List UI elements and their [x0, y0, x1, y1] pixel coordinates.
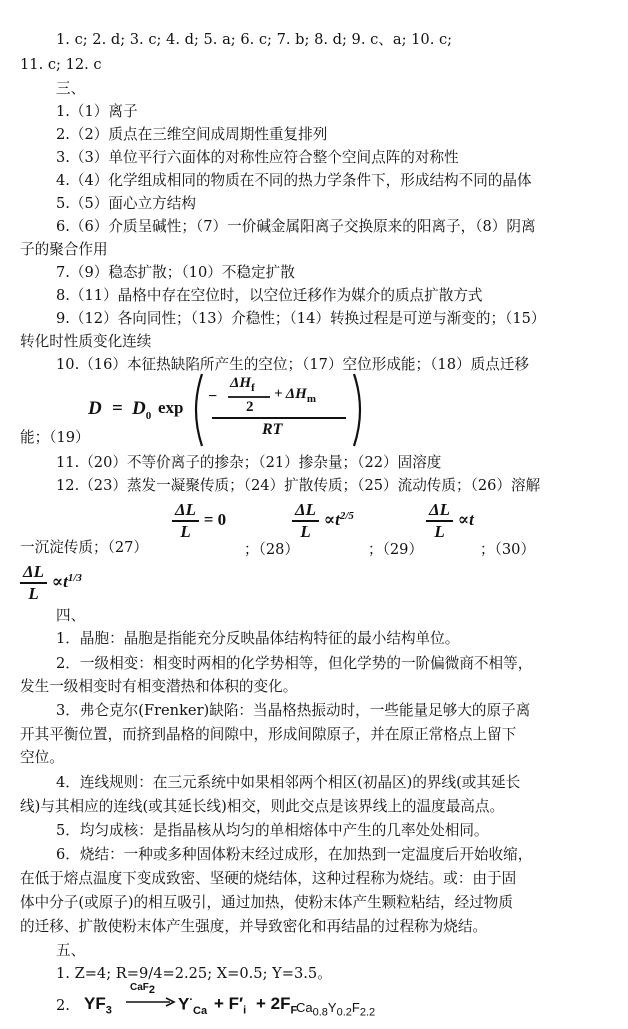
definition-3-line-3: 空位。 [20, 749, 64, 766]
definition-4-line-1: 4．连线规则：在三元系统中如果相邻两个相区(初晶区)的界线(或其延长 [56, 774, 521, 791]
label-29: ；（29） [368, 541, 424, 558]
answer-3-9-line-1: 9.（12）各向同性；（13）介稳性；（14）转换过程是可逆与渐变的；（15） [56, 310, 546, 327]
answer-5-2-label: 2. [56, 997, 70, 1014]
answer-5-1: 1. Z=4; R=9/4=2.25; X=0.5; Y=3.5。 [56, 965, 332, 982]
definition-2-line-2: 发生一级相变时有相变潜热和体积的变化。 [20, 678, 298, 695]
diffusion-formula [88, 372, 368, 448]
formula-29: $\frac{\Delta L}{L}$ ∝t [426, 500, 474, 542]
definition-6-line-4: 的迁移、扩散使粉末体产生强度，并导致密化和再结晶的过程称为烧结。 [20, 918, 488, 935]
formula-29-num: ΔL [429, 500, 451, 519]
section-4-heading: 四、 [56, 607, 86, 624]
formula-30-den: L [28, 584, 39, 603]
section-3-heading: 三、 [56, 80, 86, 97]
formula-27-num: ΔL [175, 500, 197, 519]
formula-minus: − [208, 388, 218, 405]
definition-4-line-2: 线)与其相应的连线(或其延长线)相交，则此交点是该界线上的温度最高点。 [20, 798, 505, 815]
formula-27 [172, 500, 226, 542]
mc-answers-line-1: 1. c; 2. d; 3. c; 4. d; 5. a; 6. c; 7. b; 8. d; 9. c、a; 10. c; [56, 31, 453, 48]
definition-1: 1．晶胞：晶胞是指能充分反映晶体结构特征的最小结构单位。 [56, 630, 460, 647]
formula-D0: $D_0$ [132, 398, 152, 422]
formula-equals: = [112, 398, 123, 419]
answer-3-2: 2.（2）质点在三维空间成周期性重复排列 [56, 126, 328, 143]
answer-3-4: 4.（4）化学组成相同的物质在不同的热力学条件下，形成结构不同的晶体 [56, 172, 532, 189]
answer-3-9-line-2: 转化时性质变化连续 [20, 333, 152, 350]
definition-2-line-1: 2．一级相变：相变时两相的化学势相等，但化学势的一阶偏微商不相等， [56, 655, 533, 672]
definition-3-line-2: 开其平衡位置，而挤到晶格的间隙中，形成间隙原子，并在原正常格点上留下 [20, 726, 517, 743]
formula-exp: exp [158, 398, 184, 417]
definition-6-line-3: 体中分子(或原子)的相互吸引，通过加热，使粉末体产生颗粒粘结，经过物质 [20, 894, 513, 911]
formula-30: $\frac{\Delta L}{L}$ $\propto t^{1/3}$ [20, 562, 82, 604]
label-30: ；（30） [480, 541, 536, 558]
answer-3-6-line-2: 子的聚合作用 [20, 241, 108, 258]
formula-two: 2 [246, 399, 254, 415]
formula-28-exponent: 2/5 [339, 510, 354, 523]
product-2FF: + $2F_F$ [256, 994, 298, 1017]
answer-3-12-line-2: 一沉淀传质；（27） [20, 539, 149, 556]
formula-30-exponent: 1/3 [67, 572, 82, 585]
answer-3-8: 8.（11）晶格中存在空位时，以空位迁移作为媒介的质点扩散方式 [56, 287, 483, 304]
reactant-YF3: $YF_3$ [84, 994, 112, 1017]
arrow-label-CaF2: CaF2 [130, 982, 156, 996]
answer-3-11: 11.（20）不等价离子的掺杂；（21）掺杂量；（22）固溶度 [56, 454, 442, 471]
formula-30-num: ΔL [23, 562, 45, 581]
product-YCa: $Y^\cdot_{Ca}$ [178, 994, 208, 1018]
formula-29-den: L [434, 522, 445, 541]
formula-dHf: $\Delta H_f$ [230, 375, 255, 394]
formula-28-num: ΔL [295, 500, 317, 519]
answer-3-1: 1.（1）离子 [56, 103, 138, 120]
product-Fi: + $F'_i$ [214, 994, 247, 1017]
formula-D: D [88, 398, 102, 419]
definition-6-line-2: 在低于熔点温度下变成致密、坚硬的烧结体，这种过程称为烧结。或：由于固 [20, 870, 517, 887]
defect-reaction [84, 982, 504, 1026]
formula-27-rhs: = 0 [203, 510, 227, 529]
answer-3-7: 7.（9）稳态扩散；（10）不稳定扩散 [56, 264, 295, 281]
definition-6-line-1: 6．烧结：一种或多种固体粉末经过成形，在加热到一定温度后开始收缩， [56, 846, 533, 863]
answer-3-12-line-1: 12.（23）蒸发一凝聚传质；（24）扩散传质；（25）流动传质；（26）溶解 [56, 477, 541, 494]
section-5-heading: 五、 [56, 942, 86, 959]
answer-3-5: 5.（5）面心立方结构 [56, 195, 196, 212]
definition-3-line-1: 3．弗仑克尔(Frenker)缺陷：当晶格热振动时，一些能量足够大的原子离 [56, 702, 531, 719]
answer-3-10-line-1: 10.（16）本征热缺陷所产生的空位；（17）空位形成能；（18）质点迁移 [56, 356, 529, 373]
answer-3-10-line-2: 能；（19） [20, 429, 90, 446]
reaction-arrow [126, 996, 176, 1008]
formula-28-den: L [300, 522, 311, 541]
definition-5: 5．均匀成核：是指晶核从均匀的单相熔体中产生的几率处处相同。 [56, 822, 489, 839]
formula-28: $\frac{\Delta L}{L}$ $\propto t^{2/5}$ [292, 500, 354, 542]
formula-RT: RT [262, 421, 283, 438]
solid-solution-formula: $Ca_{0.8}Y_{0.2}F_{2.2}$ [296, 1000, 376, 1019]
mc-answers-line-2: 11. c; 12. c [20, 56, 102, 73]
formula-27-den: L [180, 522, 191, 541]
formula-dHm: + $\Delta H_m$ [274, 386, 316, 405]
answer-3-3: 3.（3）单位平行六面体的对称性应符合整个空间点阵的对称性 [56, 149, 459, 166]
answer-3-6-line-1: 6.（6）介质呈碱性；（7）一价碱金属阳离子交换原来的阳离子，（8）阴离 [56, 218, 536, 235]
label-28: ；（28） [244, 541, 300, 558]
